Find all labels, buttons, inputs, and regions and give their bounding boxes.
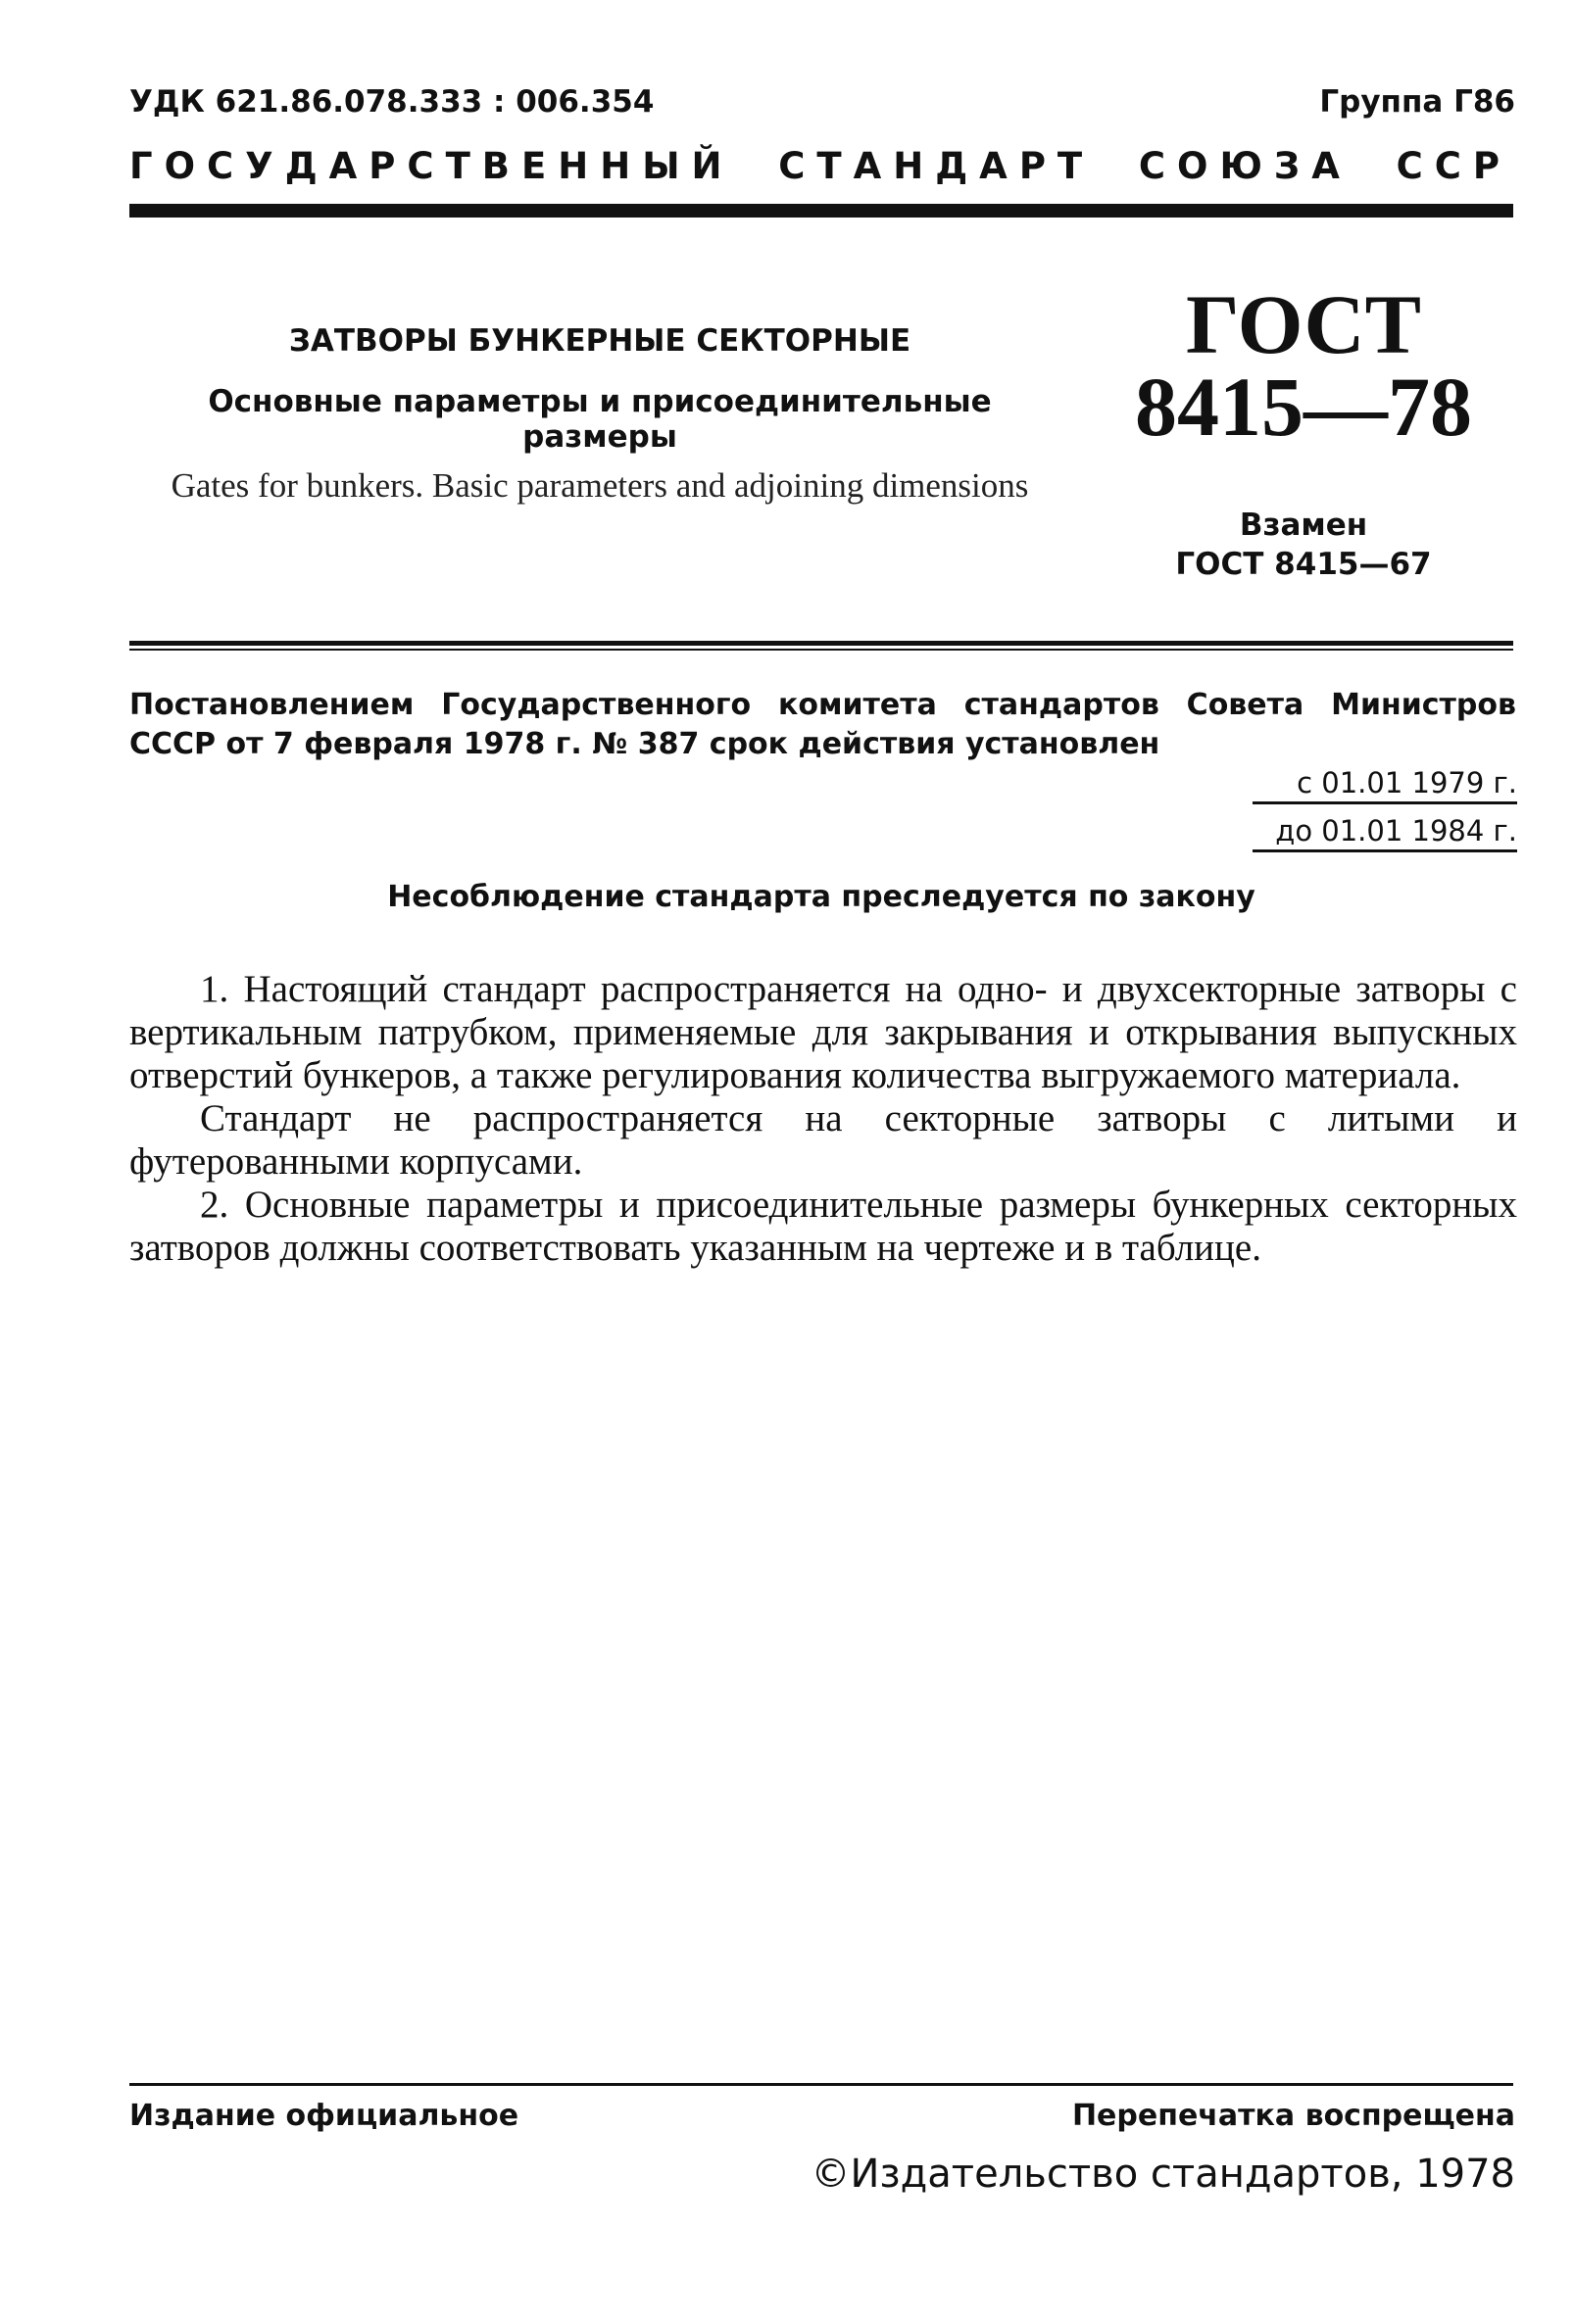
document-title: ЗАТВОРЫ БУНКЕРНЫЕ СЕКТОРНЫЕ (288, 323, 911, 359)
state-title-word: ССР (1396, 145, 1511, 187)
state-title-word: ГОСУДАРСТВЕННЫЙ (129, 145, 734, 187)
replaces-label: Взамен (1239, 508, 1368, 543)
gost-number: 8415—78 (1135, 360, 1472, 454)
replaces-number: ГОСТ 8415—67 (1175, 547, 1432, 582)
paragraph: 1. Настоящий стандарт распространяется на одно- и двухсекторные затворы с вертикальным патрубком, применяемые для закрывания и открывания выпускных отверстий бункеров, а также регулирования количества выгружаемого материала. (129, 968, 1517, 1096)
udk-code: УДК 621.86.078.333 : 006.354 (129, 84, 655, 120)
decree-text: Постановлением Государственного комитета стандартов Совета Министров СССР от 7 февраля 1978 г. № 387 срок действия установлен (129, 688, 1516, 761)
group-code: Группа Г86 (1319, 84, 1515, 120)
state-standard-title (129, 145, 1511, 187)
reprint-note: Перепечатка воспрещена (1071, 2099, 1515, 2133)
state-title-word: СТАНДАРТ (778, 145, 1095, 187)
bottom-rule (129, 2083, 1513, 2086)
divider-rule (129, 641, 1513, 646)
top-rule (129, 204, 1513, 218)
gost-block (1127, 277, 1480, 584)
legal-warning: Несоблюдение стандарта преследуется по закону (387, 880, 1255, 914)
title-block (129, 323, 1070, 511)
replaces-block (1127, 506, 1480, 584)
paragraph: 2. Основные параметры и присоединительные размеры бункерных секторных затворов должны соответствовать указанным на чертеже и в таблице. (129, 1184, 1517, 1269)
state-title-word: СОЮЗА (1138, 145, 1352, 187)
paragraph: Стандарт не распространяется на секторные затворы с литыми и футерованными корпусами. (129, 1097, 1517, 1183)
valid-from: с 01.01 1979 г. (1297, 766, 1517, 799)
edition-note: Издание официальное (129, 2099, 519, 2133)
validity-period (1253, 764, 1517, 860)
publisher-copyright: ©Издательство стандартов, 1978 (811, 2152, 1515, 2197)
document-title-english: Gates for bunkers. Basic parameters and adjoining dimensions (171, 466, 1029, 505)
document-subtitle: Основные параметры и присоединительные размеры (208, 384, 992, 455)
valid-to: до 01.01 1984 г. (1275, 814, 1517, 847)
gost-label: ГОСТ (1186, 277, 1421, 371)
divider-rule (129, 649, 1513, 651)
body-text (129, 968, 1517, 1270)
